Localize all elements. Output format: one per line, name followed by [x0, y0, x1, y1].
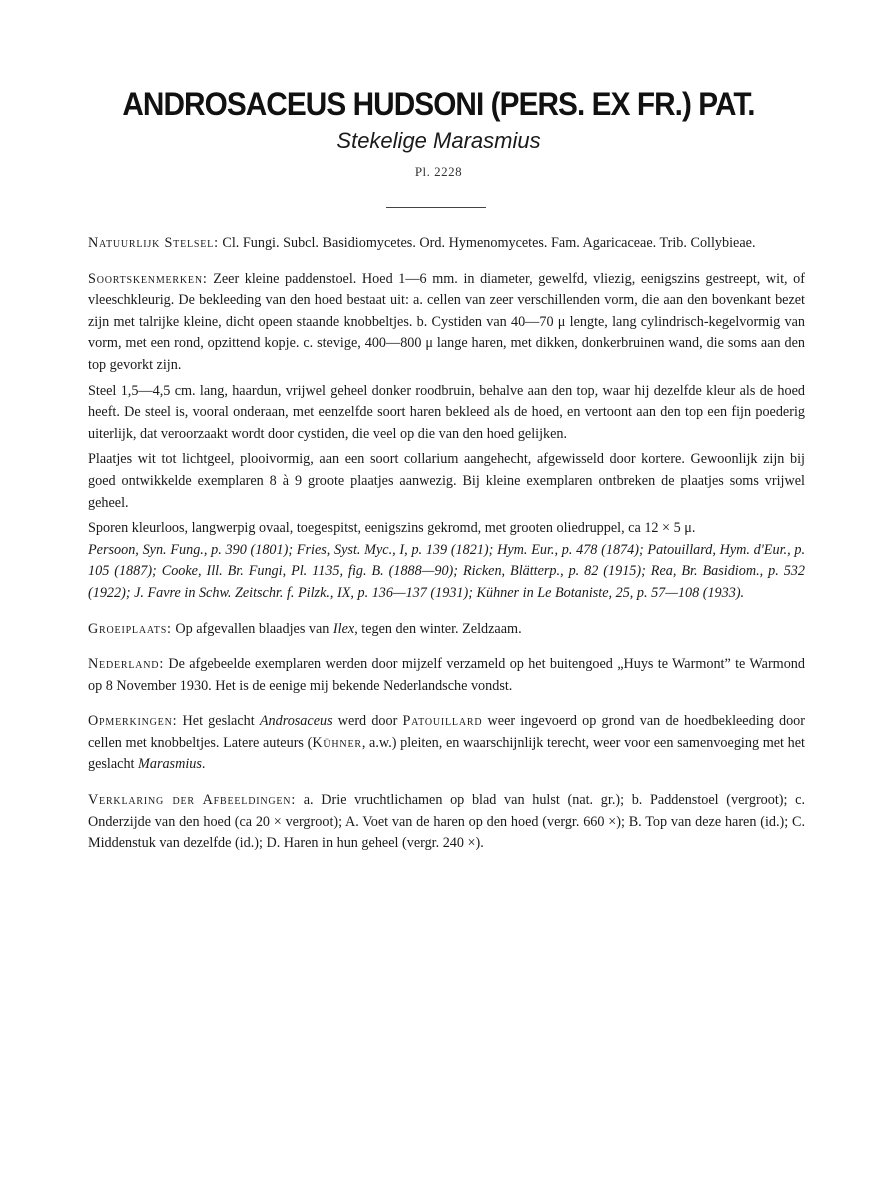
plate-number: Pl. 2228 — [414, 164, 463, 179]
section-groeiplaats — [88, 619, 805, 641]
kenmerken-paragraph-1: Zeer kleine paddenstoel. Hoed 1—6 mm. in diameter, gewelfd, vliezig, eenigszins gestreept, wit, of vleeschkleurig. De bekleeding van den hoed bestaat uit: a. cellen van zeer verschillenden vorm, die aan den bovenkant bezet zijn met talrijke kleine, dicht opeen staande knobbeltjes. b. Cystiden van 40—70 μ lengte, lang cylindrisch-kegelvormig van vorm, met een rond, opzittend kopje. c. stevige, 400—800 μ lange haren, met dikken, donkerbruinen wand, die soms aan den top gevorkt zijn. — [88, 270, 805, 373]
kenmerken-paragraph-sporen: Sporen kleurloos, langwerpig ovaal, toegespitst, eenigszins gekromd, met grooten oliedruppel, ca 12 × 5 μ. — [88, 520, 696, 537]
opmerkingen-text-a: Het geslacht — [177, 713, 260, 730]
opmerkingen-genus-marasmius: Marasmius — [138, 756, 202, 773]
common-name: Stekelige Marasmius — [336, 128, 541, 153]
opmerkingen-text-i: . — [201, 756, 206, 773]
section-heading-kenmerken: Soortskenmerken: — [88, 270, 208, 287]
stelsel-text: Cl. Fungi. Subcl. Basidiomycetes. Ord. Hymenomycetes. Fam. Agaricaceae. Trib. Collybieae. — [218, 235, 756, 251]
section-verklaring — [88, 790, 805, 855]
divider-rule — [386, 207, 486, 208]
opmerkingen-text-c: werd door — [332, 713, 403, 730]
opmerkingen-text-g: , a.w.) pleiten, en waarschijnlijk terecht, weer voor een samenvoeging met het geslacht — [88, 734, 805, 773]
opmerkingen-text-e: weer ingevoerd op grond van de hoedbekleeding door cellen met knobbeltjes. Latere auteurs ( — [88, 713, 806, 751]
section-opmerkingen — [88, 711, 805, 776]
kenmerken-paragraph-plaatjes: Plaatjes wit tot lichtgeel, plooivormig, aan een soort collarium aangehecht, afgewisseld door kortere. Gewoonlijk zijn bij goed ontwikkelde exemplaren 8 à 9 groote plaatjes aanwezig. Bij kleine exemplaren ontbreken de plaatjes soms vrijwel geheel. — [88, 451, 805, 511]
kenmerken-paragraph-steel: Steel 1,5—4,5 cm. lang, haardun, vrijwel geheel donker roodbruin, behalve aan den top, waar hij dezelfde kleur als de hoed heeft. De steel is, vooral onderaan, met eenzelfde soort haren bekleed als de hoed, en vertoont aan den top een fijn poederig uiterlijk, dat veroorzaakt wordt door cystiden, die veel op die van den hoed gelijken. — [88, 382, 805, 442]
section-nederland — [88, 654, 805, 697]
body-text — [88, 233, 805, 855]
groeiplaats-genus: Ilex — [332, 620, 355, 637]
groeiplaats-text-c: , tegen den winter. Zeldzaam. — [354, 620, 522, 637]
nederland-text: De afgebeelde exemplaren werden door mijzelf verzameld op het buitengoed „Huys te Warmont” te Warmond op 8 November 1930. Het is de eenige mij bekende Nederlandsche vondst. — [88, 656, 805, 694]
opmerkingen-author-patouillard: Patouillard — [402, 713, 483, 730]
section-stelsel — [88, 233, 805, 255]
section-heading-stelsel: Natuurlijk Stelsel: — [88, 235, 219, 251]
opmerkingen-author-kuhner: Kühner — [312, 734, 362, 751]
verklaring-text: a. Drie vruchtlichamen op blad van hulst (nat. gr.); b. Paddenstoel (vergroot); c. Onderzijde van den hoed (ca 20 × vergroot); A. Voet van de haren op den hoed (vergr. 660 ×); B. Top van deze haren (id.); C. Middenstuk van dezelfde (id.); D. Haren in hun geheel (vergr. 240 ×). — [88, 792, 805, 852]
section-kenmerken — [88, 269, 805, 377]
section-heading-groeiplaats: Groeiplaats: — [88, 620, 172, 637]
literature-references: Persoon, Syn. Fung., p. 390 (1801); Fries, Syst. Myc., I, p. 139 (1821); Hym. Eur., p. 478 (1874); Patouillard, Hym. d'Eur., p. 105 (1887); Cooke, Ill. Br. Fungi, Pl. 1135, fig. B. (1888—90); Ricken, Blätterp., p. 82 (1915); Rea, Br. Basidiom., p. 532 (1922); J. Favre in Schw. Zeitschr. f. Pilzk., IX, p. 136—137 (1931); Kühner in Le Botaniste, 25, p. 57—108 (1933). — [88, 541, 805, 601]
species-title: ANDROSACEUS HUDSONI (PERS. EX FR.) PAT. — [122, 86, 755, 122]
section-heading-opmerkingen: Opmerkingen: — [88, 713, 178, 730]
section-heading-verklaring: Verklaring der Afbeeldingen: — [88, 792, 297, 809]
opmerkingen-genus-androsaceus: Androsaceus — [259, 713, 333, 730]
section-heading-nederland: Nederland: — [88, 656, 165, 673]
groeiplaats-text-a: Op afgevallen blaadjes van — [171, 620, 333, 637]
